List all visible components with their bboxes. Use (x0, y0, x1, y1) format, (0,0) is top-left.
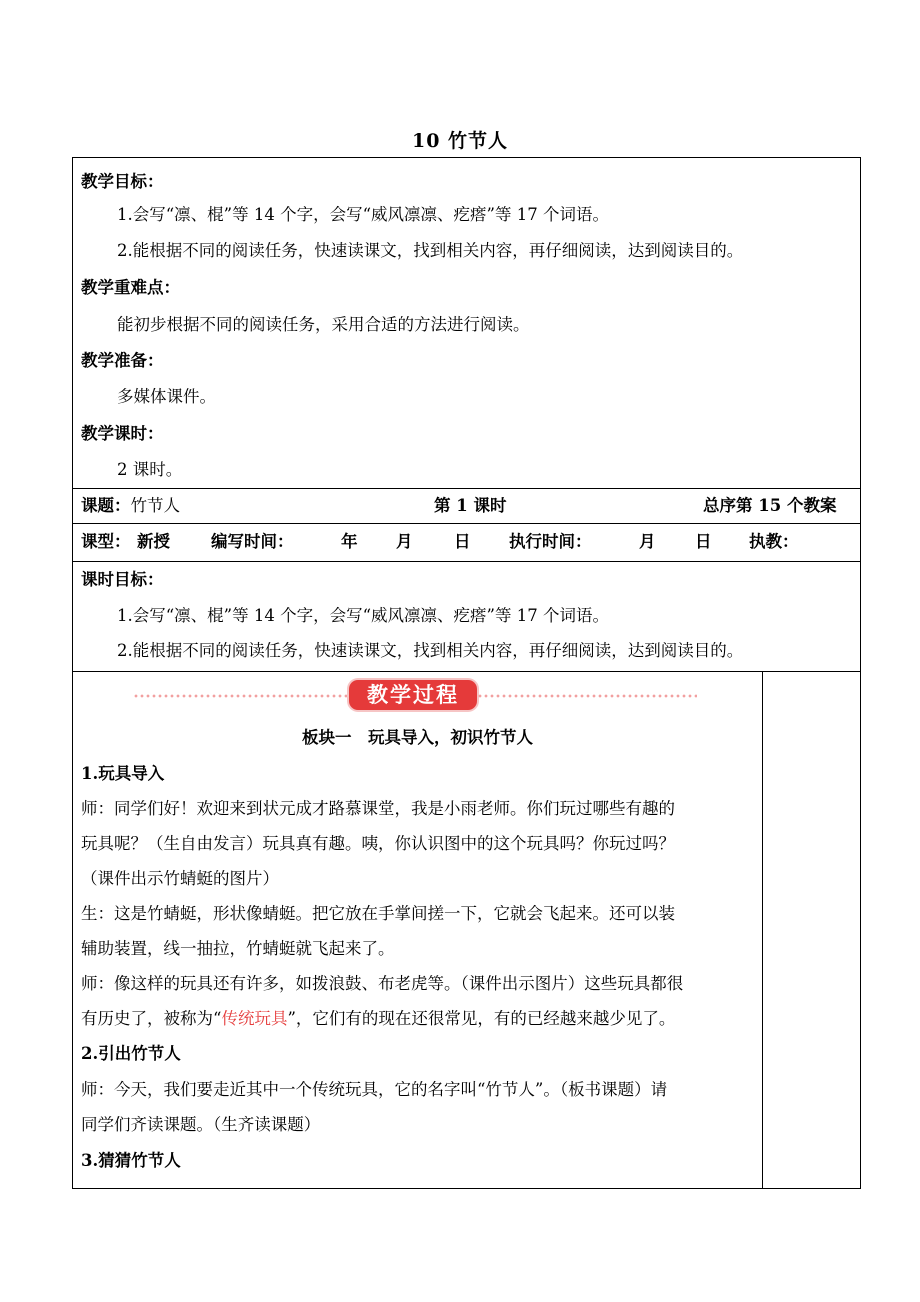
exec-day: 日 (695, 532, 712, 551)
row-divider (73, 561, 860, 562)
key-points-text: 能初步根据不同的阅读任务，采用合适的方法进行阅读。 (117, 315, 530, 334)
hours-text: 2 课时。 (117, 460, 183, 479)
period-objective-item: 2.能根据不同的阅读任务，快速读课文，找到相关内容，再仔细阅读，达到阅读目的。 (117, 641, 744, 660)
section-heading: 3.猜猜竹节人 (81, 1151, 181, 1170)
period-label: 第 1 课时 (434, 496, 507, 515)
paragraph-line: 师：像这样的玩具还有许多，如拨浪鼓、布老虎等。（课件出示图片）这些玩具都很 (81, 974, 684, 993)
banner-dots-left (133, 693, 353, 699)
banner-dots-right (477, 693, 697, 699)
topic-label: 课题： (81, 496, 131, 515)
row-divider (73, 488, 860, 489)
row-divider (73, 671, 860, 672)
exec-time-label: 执行时间： (509, 532, 592, 551)
written-day: 日 (454, 532, 471, 551)
written-month: 月 (396, 532, 413, 551)
key-points-heading: 教学重难点： (81, 278, 180, 297)
column-divider (762, 671, 763, 1188)
block-title: 板块一 玩具导入，初识竹节人 (302, 728, 533, 747)
paragraph-line: 生：这是竹蜻蜓，形状像蜻蜓。把它放在手掌间搓一下，它就会飞起来。还可以装 (81, 904, 675, 923)
paragraph-line: （课件出示竹蜻蜓的图片） (81, 869, 279, 888)
period-objectives-heading: 课时目标： (81, 570, 164, 589)
row-divider (73, 523, 860, 524)
period-objective-item: 1.会写“凛、棍”等 14 个字，会写“威风凛凛、疙瘩”等 17 个词语。 (117, 606, 609, 625)
hours-heading: 教学课时： (81, 424, 164, 443)
process-banner (133, 680, 693, 710)
paragraph-line: 同学们齐读课题。（生齐读课题） (81, 1115, 321, 1134)
objective-item: 1.会写“凛、棍”等 14 个字，会写“威风凛凛、疙瘩”等 17 个词语。 (117, 205, 609, 224)
preparation-text: 多媒体课件。 (117, 387, 216, 406)
objective-item: 2.能根据不同的阅读任务，快速读课文，找到相关内容，再仔细阅读，达到阅读目的。 (117, 241, 744, 260)
section-heading: 2.引出竹节人 (81, 1044, 181, 1063)
banner-label: 教学过程 (349, 680, 477, 710)
highlighted-term: 传统玩具 (221, 1009, 288, 1028)
paragraph-line (81, 1007, 675, 1031)
text-span: ”，它们有的现在还很常见，有的已经越来越少见了。 (287, 1009, 676, 1028)
teacher-label: 执教： (749, 532, 799, 551)
preparation-heading: 教学准备： (81, 351, 164, 370)
paragraph-line: 师：同学们好！欢迎来到状元成才路慕课堂，我是小雨老师。你们玩过哪些有趣的 (81, 799, 675, 818)
topic-value: 竹节人 (130, 496, 180, 515)
type-value: 新授 (137, 532, 170, 551)
topic-field (81, 494, 180, 518)
lesson-plan-table (72, 157, 861, 1189)
paragraph-line: 辅助装置，线一抽拉，竹蜻蜓就飞起来了。 (81, 939, 395, 958)
exec-month: 月 (639, 532, 656, 551)
page-title: 10 竹节人 (411, 130, 509, 152)
objectives-heading: 教学目标： (81, 172, 164, 191)
text-span: 有历史了，被称为“ (81, 1009, 222, 1028)
written-year: 年 (341, 532, 358, 551)
written-time-label: 编写时间： (211, 532, 294, 551)
paragraph-line: 师：今天，我们要走近其中一个传统玩具，它的名字叫“竹节人”。（板书课题）请 (81, 1080, 668, 1099)
sequence-label: 总序第 15 个教案 (703, 496, 837, 515)
section-heading: 1.玩具导入 (81, 764, 165, 783)
paragraph-line: 玩具呢？（生自由发言）玩具真有趣。咦，你认识图中的这个玩具吗？你玩过吗？ (81, 834, 675, 853)
type-label: 课型： (81, 532, 131, 551)
